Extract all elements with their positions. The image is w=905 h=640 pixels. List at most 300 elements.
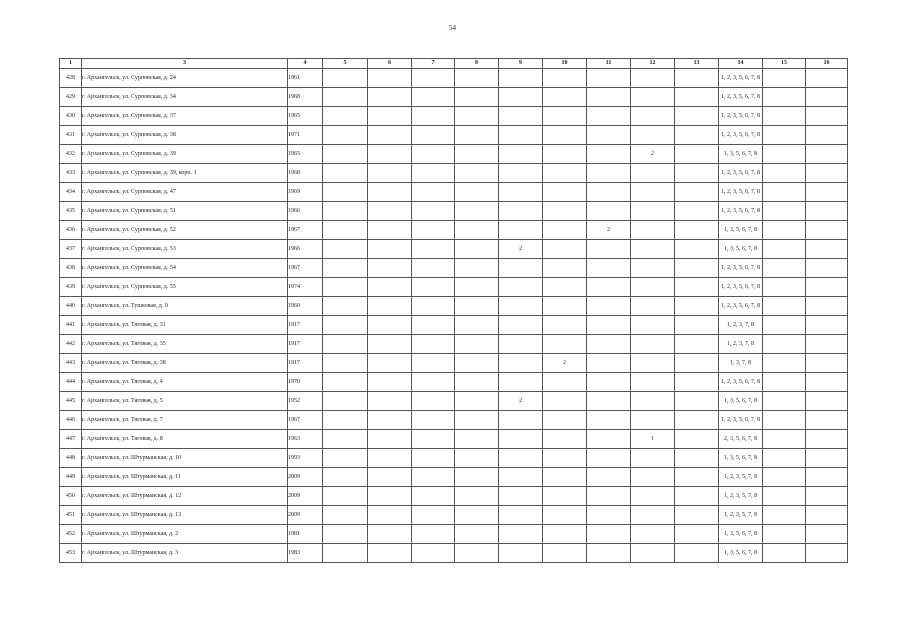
col7-cell — [412, 430, 455, 449]
col5-cell — [323, 392, 368, 411]
col12-cell — [631, 202, 675, 221]
col16-cell — [806, 392, 848, 411]
col16-cell — [806, 145, 848, 164]
table-row — [60, 164, 848, 183]
col6-cell — [368, 449, 412, 468]
year-cell: 1967 — [288, 411, 323, 430]
col16-cell — [806, 430, 848, 449]
col15-cell — [763, 88, 806, 107]
col11-cell — [587, 145, 631, 164]
table-row — [60, 145, 848, 164]
col10-cell — [543, 145, 587, 164]
col10-cell — [543, 183, 587, 202]
col9-cell — [499, 278, 543, 297]
col7-cell — [412, 506, 455, 525]
col15-cell — [763, 506, 806, 525]
col12-cell — [631, 183, 675, 202]
col5-cell — [323, 316, 368, 335]
col8-cell — [455, 88, 499, 107]
col14-cell: 1, 2, 3, 5, 6, 7, 8 — [719, 183, 763, 202]
col16-cell — [806, 126, 848, 145]
col5-cell — [323, 126, 368, 145]
table-row — [60, 430, 848, 449]
col14-cell: 1, 2, 3, 5, 7, 8 — [719, 468, 763, 487]
col5-cell — [323, 525, 368, 544]
table-row — [60, 240, 848, 259]
col16-cell — [806, 278, 848, 297]
col7-cell — [412, 468, 455, 487]
address-cell: г. Архангельск, ул. Сурповская, д. 39, корп. 1 — [82, 164, 288, 183]
col7-cell — [412, 69, 455, 88]
column-header-6: 6 — [368, 59, 412, 69]
col9-cell — [499, 183, 543, 202]
address-cell: г. Архангельск, ул. Тяговая, д. 4 — [82, 373, 288, 392]
column-header-1: 1 — [60, 59, 82, 69]
col7-cell — [412, 240, 455, 259]
row-number: 436 — [60, 221, 82, 240]
col5-cell — [323, 487, 368, 506]
col15-cell — [763, 107, 806, 126]
col12-cell — [631, 449, 675, 468]
row-number: 431 — [60, 126, 82, 145]
col15-cell — [763, 259, 806, 278]
col13-cell — [675, 449, 719, 468]
year-cell: 1971 — [288, 126, 323, 145]
col11-cell — [587, 183, 631, 202]
col16-cell — [806, 183, 848, 202]
col16-cell — [806, 164, 848, 183]
col9-cell — [499, 449, 543, 468]
col12-cell — [631, 126, 675, 145]
col7-cell — [412, 354, 455, 373]
col14-cell: 1, 2, 3, 7, 8 — [719, 335, 763, 354]
row-number: 429 — [60, 88, 82, 107]
year-cell: 2009 — [288, 487, 323, 506]
col6-cell — [368, 88, 412, 107]
col16-cell — [806, 487, 848, 506]
col5-cell — [323, 430, 368, 449]
col9-cell — [499, 221, 543, 240]
col16-cell — [806, 202, 848, 221]
col6-cell — [368, 506, 412, 525]
address-cell: г. Архангельск, ул. Тяговая, д. 7 — [82, 411, 288, 430]
table-row — [60, 88, 848, 107]
table-row — [60, 335, 848, 354]
col14-cell: 1, 3, 5, 6, 7, 8 — [719, 221, 763, 240]
address-cell: г. Архангельск, ул. Сурповская, д. 47 — [82, 183, 288, 202]
page-number: 54 — [449, 24, 456, 32]
col10-cell — [543, 468, 587, 487]
address-cell: г. Архангельск, ул. Сурповская, д. 53 — [82, 240, 288, 259]
col14-cell: 1, 3, 5, 6, 7, 8 — [719, 392, 763, 411]
row-number: 428 — [60, 69, 82, 88]
column-header-10: 10 — [543, 59, 587, 69]
col12-cell: 2 — [631, 145, 675, 164]
column-header-9: 9 — [499, 59, 543, 69]
col10-cell — [543, 88, 587, 107]
col16-cell — [806, 88, 848, 107]
col15-cell — [763, 240, 806, 259]
col13-cell — [675, 183, 719, 202]
col8-cell — [455, 221, 499, 240]
col14-cell: 2, 3, 5, 6, 7, 8 — [719, 430, 763, 449]
address-cell: г. Архангельск, ул. Сурповская, д. 38 — [82, 126, 288, 145]
col15-cell — [763, 126, 806, 145]
row-number: 435 — [60, 202, 82, 221]
col7-cell — [412, 88, 455, 107]
col8-cell — [455, 126, 499, 145]
col10-cell — [543, 525, 587, 544]
col13-cell — [675, 487, 719, 506]
col12-cell — [631, 164, 675, 183]
col16-cell — [806, 297, 848, 316]
col16-cell — [806, 468, 848, 487]
col11-cell — [587, 487, 631, 506]
col14-cell: 1, 3, 5, 6, 7, 8 — [719, 525, 763, 544]
col9-cell: 2 — [499, 240, 543, 259]
table-row — [60, 506, 848, 525]
col5-cell — [323, 259, 368, 278]
col7-cell — [412, 335, 455, 354]
col14-cell: 1, 2, 3, 5, 6, 7, 8 — [719, 69, 763, 88]
col12-cell — [631, 506, 675, 525]
year-cell: 1917 — [288, 354, 323, 373]
col6-cell — [368, 69, 412, 88]
col13-cell — [675, 544, 719, 563]
col7-cell — [412, 259, 455, 278]
col15-cell — [763, 449, 806, 468]
col10-cell — [543, 335, 587, 354]
table-body — [60, 69, 848, 563]
col16-cell — [806, 525, 848, 544]
col8-cell — [455, 316, 499, 335]
table-row — [60, 373, 848, 392]
col11-cell — [587, 107, 631, 126]
col15-cell — [763, 392, 806, 411]
col6-cell — [368, 411, 412, 430]
year-cell: 1968 — [288, 88, 323, 107]
col8-cell — [455, 525, 499, 544]
col15-cell — [763, 468, 806, 487]
col14-cell: 1, 2, 3, 5, 6, 7, 8 — [719, 297, 763, 316]
row-number: 444 — [60, 373, 82, 392]
year-cell: 1993 — [288, 449, 323, 468]
col6-cell — [368, 468, 412, 487]
col11-cell — [587, 544, 631, 563]
col10-cell — [543, 449, 587, 468]
year-cell: 1966 — [288, 202, 323, 221]
col14-cell: 1, 3, 5, 6, 7, 8 — [719, 145, 763, 164]
table-row — [60, 525, 848, 544]
col7-cell — [412, 145, 455, 164]
address-cell: г. Архангельск, ул. Штурманская, д. 13 — [82, 506, 288, 525]
col11-cell — [587, 240, 631, 259]
col14-cell: 1, 2, 3, 5, 6, 7, 8 — [719, 164, 763, 183]
col8-cell — [455, 506, 499, 525]
col12-cell — [631, 221, 675, 240]
col13-cell — [675, 221, 719, 240]
col9-cell — [499, 335, 543, 354]
col11-cell — [587, 297, 631, 316]
col16-cell — [806, 221, 848, 240]
col16-cell — [806, 107, 848, 126]
col7-cell — [412, 297, 455, 316]
col7-cell — [412, 107, 455, 126]
col6-cell — [368, 145, 412, 164]
col5-cell — [323, 468, 368, 487]
col11-cell — [587, 316, 631, 335]
col5-cell — [323, 183, 368, 202]
col7-cell — [412, 411, 455, 430]
table-row — [60, 468, 848, 487]
col9-cell — [499, 506, 543, 525]
col9-cell — [499, 544, 543, 563]
col10-cell — [543, 107, 587, 126]
col10-cell — [543, 373, 587, 392]
row-number: 439 — [60, 278, 82, 297]
col10-cell — [543, 240, 587, 259]
col12-cell — [631, 468, 675, 487]
col16-cell — [806, 240, 848, 259]
column-header-4: 4 — [288, 59, 323, 69]
col5-cell — [323, 544, 368, 563]
column-header-5: 5 — [323, 59, 368, 69]
col7-cell — [412, 525, 455, 544]
col6-cell — [368, 354, 412, 373]
col15-cell — [763, 183, 806, 202]
col13-cell — [675, 240, 719, 259]
address-cell: г. Архангельск, ул. Сурповская, д. 52 — [82, 221, 288, 240]
col11-cell — [587, 126, 631, 145]
col15-cell — [763, 373, 806, 392]
col8-cell — [455, 335, 499, 354]
col8-cell — [455, 202, 499, 221]
col15-cell — [763, 221, 806, 240]
col9-cell — [499, 354, 543, 373]
col12-cell — [631, 278, 675, 297]
col15-cell — [763, 430, 806, 449]
col13-cell — [675, 506, 719, 525]
row-number: 432 — [60, 145, 82, 164]
table-row — [60, 278, 848, 297]
table-row — [60, 449, 848, 468]
table-row — [60, 411, 848, 430]
col16-cell — [806, 316, 848, 335]
col12-cell — [631, 316, 675, 335]
col13-cell — [675, 164, 719, 183]
table-row — [60, 392, 848, 411]
col13-cell — [675, 411, 719, 430]
address-cell: г. Архангельск, ул. Сурповская, д. 54 — [82, 259, 288, 278]
table-row — [60, 354, 848, 373]
col6-cell — [368, 392, 412, 411]
col14-cell: 1, 2, 3, 5, 6, 7, 8 — [719, 126, 763, 145]
col6-cell — [368, 373, 412, 392]
col6-cell — [368, 544, 412, 563]
col10-cell — [543, 278, 587, 297]
col5-cell — [323, 240, 368, 259]
col11-cell — [587, 411, 631, 430]
col15-cell — [763, 297, 806, 316]
col10-cell: 2 — [543, 354, 587, 373]
col8-cell — [455, 69, 499, 88]
col8-cell — [455, 259, 499, 278]
table-row — [60, 221, 848, 240]
col16-cell — [806, 354, 848, 373]
col11-cell — [587, 392, 631, 411]
col8-cell — [455, 354, 499, 373]
col12-cell — [631, 107, 675, 126]
col8-cell — [455, 183, 499, 202]
col9-cell — [499, 88, 543, 107]
col12-cell: 1 — [631, 430, 675, 449]
row-number: 433 — [60, 164, 82, 183]
col7-cell — [412, 164, 455, 183]
address-cell: г. Архангельск, ул. Тяговая, д. 5 — [82, 392, 288, 411]
col10-cell — [543, 202, 587, 221]
address-cell: г. Архангельск, ул. Сурповская, д. 24 — [82, 69, 288, 88]
column-header-7: 7 — [412, 59, 455, 69]
col10-cell — [543, 164, 587, 183]
col6-cell — [368, 202, 412, 221]
col6-cell — [368, 221, 412, 240]
address-cell: г. Архангельск, ул. Тяговая, д. 35 — [82, 335, 288, 354]
col15-cell — [763, 487, 806, 506]
address-cell: г. Архангельск, ул. Штурманская, д. 10 — [82, 449, 288, 468]
col16-cell — [806, 373, 848, 392]
col6-cell — [368, 297, 412, 316]
col8-cell — [455, 544, 499, 563]
col6-cell — [368, 240, 412, 259]
col14-cell: 1, 2, 3, 5, 6, 7, 8 — [719, 88, 763, 107]
row-number: 442 — [60, 335, 82, 354]
col8-cell — [455, 411, 499, 430]
row-number: 443 — [60, 354, 82, 373]
year-cell: 1970 — [288, 373, 323, 392]
col15-cell — [763, 544, 806, 563]
col13-cell — [675, 126, 719, 145]
col13-cell — [675, 392, 719, 411]
col11-cell — [587, 449, 631, 468]
year-cell: 1960 — [288, 297, 323, 316]
col12-cell — [631, 259, 675, 278]
year-cell: 1917 — [288, 316, 323, 335]
table-row — [60, 202, 848, 221]
col13-cell — [675, 259, 719, 278]
col12-cell — [631, 240, 675, 259]
address-cell: г. Архангельск, ул. Сурповская, д. 39 — [82, 145, 288, 164]
address-cell: г. Архангельск, ул. Сурповская, д. 34 — [82, 88, 288, 107]
col6-cell — [368, 316, 412, 335]
col13-cell — [675, 373, 719, 392]
col7-cell — [412, 373, 455, 392]
col14-cell: 1, 2, 3, 5, 6, 7, 8 — [719, 373, 763, 392]
col14-cell: 1, 3, 5, 6, 7, 8 — [719, 240, 763, 259]
col9-cell — [499, 297, 543, 316]
year-cell: 1968 — [288, 164, 323, 183]
col6-cell — [368, 183, 412, 202]
address-cell: г. Архангельск, ул. Штурманская, д. 12 — [82, 487, 288, 506]
col11-cell — [587, 373, 631, 392]
row-number: 434 — [60, 183, 82, 202]
col13-cell — [675, 354, 719, 373]
address-cell: г. Архангельск, ул. Сурповская, д. 37 — [82, 107, 288, 126]
col11-cell — [587, 88, 631, 107]
col15-cell — [763, 335, 806, 354]
col15-cell — [763, 525, 806, 544]
col8-cell — [455, 240, 499, 259]
col9-cell — [499, 525, 543, 544]
address-cell: г. Архангельск, ул. Сурповская, д. 51 — [82, 202, 288, 221]
col10-cell — [543, 430, 587, 449]
col15-cell — [763, 411, 806, 430]
col14-cell: 1, 2, 3, 5, 7, 8 — [719, 487, 763, 506]
col5-cell — [323, 411, 368, 430]
col7-cell — [412, 278, 455, 297]
col13-cell — [675, 468, 719, 487]
row-number: 446 — [60, 411, 82, 430]
col7-cell — [412, 487, 455, 506]
col9-cell — [499, 259, 543, 278]
col14-cell: 1, 2, 3, 5, 6, 7, 8 — [719, 259, 763, 278]
col15-cell — [763, 202, 806, 221]
col12-cell — [631, 544, 675, 563]
row-number: 452 — [60, 525, 82, 544]
table-row — [60, 259, 848, 278]
col15-cell — [763, 69, 806, 88]
col15-cell — [763, 316, 806, 335]
col8-cell — [455, 164, 499, 183]
address-cell: г. Архангельск, ул. Штурманская, д. 11 — [82, 468, 288, 487]
col13-cell — [675, 107, 719, 126]
year-cell: 1966 — [288, 240, 323, 259]
row-number: 440 — [60, 297, 82, 316]
col12-cell — [631, 88, 675, 107]
col10-cell — [543, 316, 587, 335]
col8-cell — [455, 107, 499, 126]
col5-cell — [323, 221, 368, 240]
year-cell: 2009 — [288, 468, 323, 487]
col6-cell — [368, 430, 412, 449]
col12-cell — [631, 373, 675, 392]
col10-cell — [543, 69, 587, 88]
row-number: 445 — [60, 392, 82, 411]
col11-cell — [587, 69, 631, 88]
column-header-12: 12 — [631, 59, 675, 69]
col11-cell — [587, 506, 631, 525]
row-number: 453 — [60, 544, 82, 563]
col6-cell — [368, 259, 412, 278]
table-header — [60, 59, 848, 69]
housing-register-table — [59, 58, 848, 563]
col9-cell — [499, 126, 543, 145]
col8-cell — [455, 278, 499, 297]
col12-cell — [631, 392, 675, 411]
col5-cell — [323, 164, 368, 183]
year-cell: 1952 — [288, 392, 323, 411]
col8-cell — [455, 449, 499, 468]
address-cell: г. Архангельск, ул. Штурманская, д. 3 — [82, 544, 288, 563]
col13-cell — [675, 297, 719, 316]
year-cell: 1969 — [288, 183, 323, 202]
col13-cell — [675, 145, 719, 164]
col9-cell — [499, 487, 543, 506]
col14-cell: 1, 3, 7, 8 — [719, 354, 763, 373]
col10-cell — [543, 392, 587, 411]
col11-cell — [587, 430, 631, 449]
row-number: 451 — [60, 506, 82, 525]
col13-cell — [675, 316, 719, 335]
